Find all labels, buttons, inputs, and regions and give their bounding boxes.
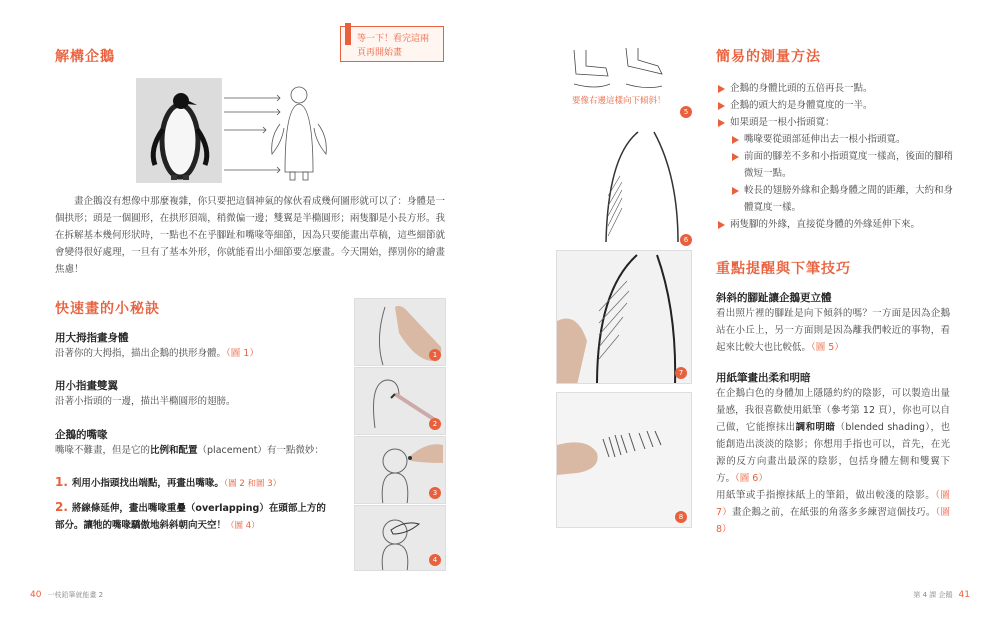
tilt-text: 看出照片裡的腳趾是向下傾斜的嗎？一方面是因為企鵝站在小丘上，另一方面則是因為離我們較近的事物，看起來比較大也比較低。（圖 5） (716, 308, 950, 353)
tilt-heading: 斜斜的腳趾讓企鵝更立體 (716, 292, 832, 304)
feet-sketch (566, 44, 676, 94)
badge-5: 5 (680, 106, 692, 118)
paper-heading: 用紙筆畫出柔和明暗 (716, 372, 811, 384)
photo-fig-8 (556, 392, 692, 528)
sticker-note (340, 26, 444, 62)
paper-text: 在企鵝白色的身體加上隱隱約約的陰影，可以製造出量量感，我很喜歡使用紙筆（參考第 12 頁），你也可以自己做，它能擦抹出調和明暗（blended shading），也能創造出淡淡的陰影；你想用手指也可以，首先，在光源的反方向畫出最深的陰影，包括身體左側和雙翼下方。（圖 6） 用紙筆或手指擦抹紙上的筆鉛，做出較淺的陰影。（圖 7）畫企鵝之前，在紙張的角落多多練習這個技巧。（圖 8） (716, 388, 950, 535)
section-title-measure: 簡易的測量方法 (716, 49, 821, 65)
badge-4: 4 (429, 554, 441, 566)
badge-6: 6 (680, 234, 692, 246)
sticker-line2: 頁再開始畫 (357, 48, 403, 58)
intro-paragraph: 畫企鵝沒有想像中那麼複雜，你只要把這個神氣的傢伙看成幾何圖形就可以了：身體是一個拱形；頭是一個圓形，在拱形頂端，稍微偏一邊；雙翼是半橢圓形；兩隻腳是小長方形。我在拆解基本幾何形狀時，一點也不在乎腳趾和嘴喙等細節，因為只要能畫出草稿，這些細節就會變得很好處理，一旦有了基本外形，你就能看出小細節要怎麼畫。今天開始，擇別你的繪畫焦慮！ (55, 196, 445, 275)
measure-item: 企鵝的身體比頭的五倍再長一點。 (716, 80, 956, 97)
tip-pinky-text: 沿著小指頭的一邊，描出半橢圓形的翅膀。 (55, 396, 236, 407)
right-footer: 第 4 課 企鵝 41 (913, 590, 970, 600)
beak-step-1: 1. 利用小指頭找出端點，再畫出嘴喙。（圖 2 和圖 3） (55, 475, 282, 489)
badge-7: 7 (675, 367, 687, 379)
beak-text: 嘴喙不難畫，但是它的比例和配置（placement）有一點微妙： (55, 445, 324, 456)
badge-3: 3 (429, 487, 441, 499)
photo-fig-1 (354, 298, 446, 366)
measure-subitem: 較長的翅膀外緣和企鵝身體之間的距離，大約和身體寬度一樣。 (716, 182, 956, 216)
section-title-deconstruct: 解構企鵝 (55, 49, 115, 65)
tip-thumb-text: 沿著你的大拇指，描出企鵝的拱形身體。（圖 1） (55, 348, 259, 359)
penguin-photo (136, 78, 222, 183)
right-page (500, 0, 1000, 622)
shading-sketch-6 (578, 126, 693, 242)
measure-subitem: 前面的腳差不多和小指頭寬度一樣高，後面的腳稍微短一點。 (716, 148, 956, 182)
geometry-sketch (222, 82, 337, 187)
beak-step-2: 2. 將線條延伸，畫出嘴喙重疊（overlapping）在頭部上方的 部分。讓牠的嘴喙驕傲地斜斜朝向天空！（圖 4） (55, 500, 326, 531)
beak-heading: 企鵝的嘴喙 (55, 429, 108, 441)
photo-fig-4 (354, 505, 446, 571)
tip-thumb-heading: 用大拇指畫身體 (55, 332, 129, 344)
badge-8: 8 (675, 511, 687, 523)
measure-subitem: 嘴喙要從頭部延伸出去一根小指頭寬。 (716, 131, 956, 148)
badge-1: 1 (429, 349, 441, 361)
measure-item: 企鵝的頭大約是身體寬度的一半。 (716, 97, 956, 114)
measure-item: 兩隻腳的外緣，直接從身體的外緣延伸下來。 (716, 216, 956, 233)
photo-fig-3 (354, 436, 446, 504)
sticker-line1: 等一下！看完這兩 (357, 34, 430, 44)
photo-fig-2 (354, 367, 446, 435)
left-footer: 40 一枝鉛筆就能畫 2 (30, 590, 104, 600)
badge-2: 2 (429, 418, 441, 430)
feet-caption: 要像右邊這樣向下傾斜！ (572, 96, 666, 106)
measure-item: 如果頭是一根小指頭寬： (716, 114, 956, 131)
pencil-icon (345, 23, 351, 45)
photo-fig-7 (556, 250, 692, 384)
section-title-tips: 重點提醒與下筆技巧 (716, 261, 851, 277)
tip-pinky-heading: 用小指畫雙翼 (55, 380, 118, 392)
measure-list (716, 80, 956, 233)
section-title-quick: 快速畫的小秘訣 (55, 301, 160, 317)
